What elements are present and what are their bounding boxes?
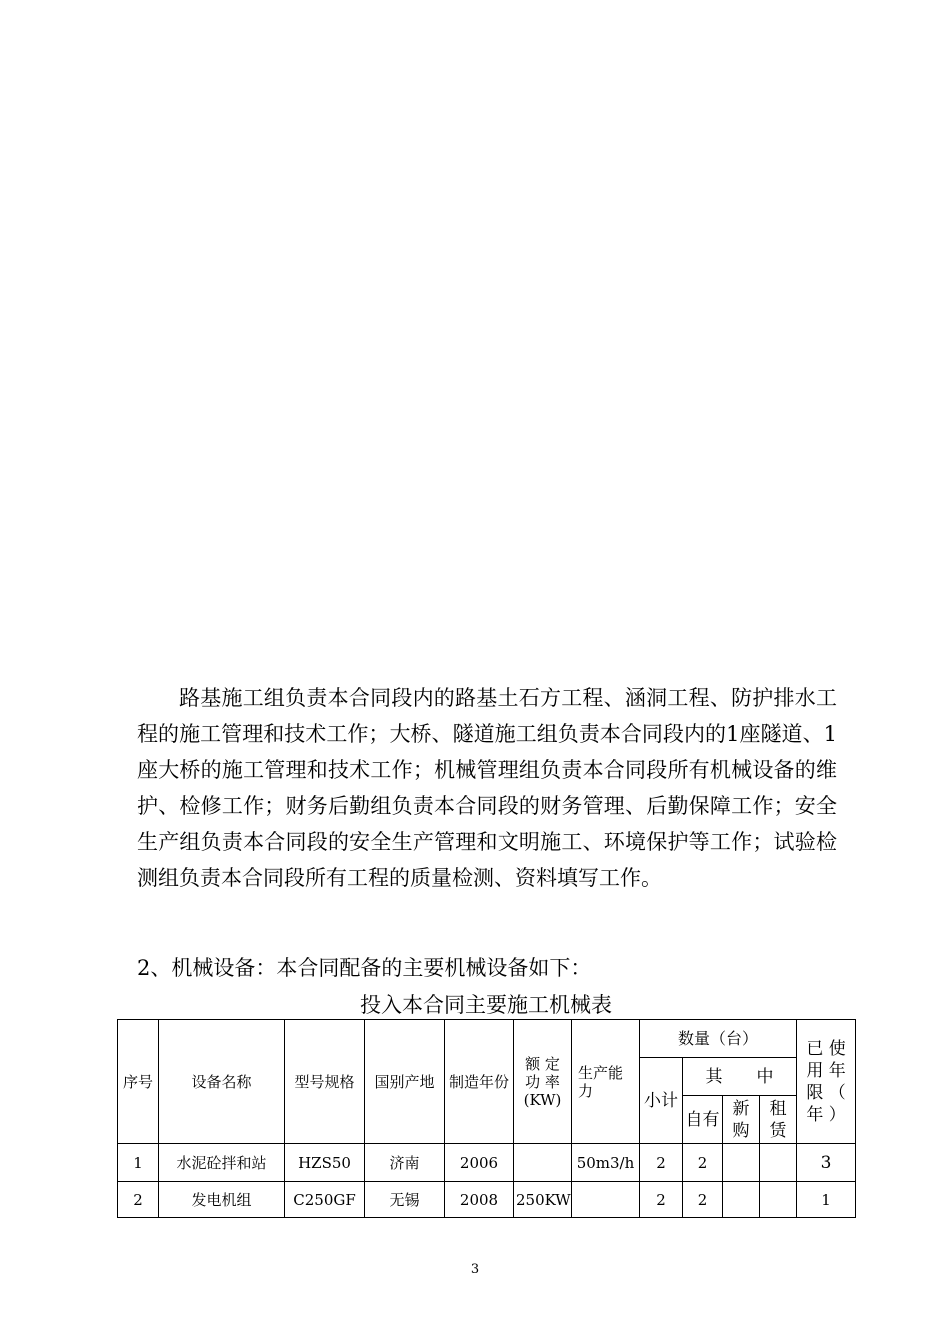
cell-origin: 济南 (365, 1144, 445, 1182)
header-index: 序号 (118, 1020, 159, 1144)
cell-rent (760, 1182, 797, 1218)
cell-power (514, 1144, 572, 1182)
cell-own: 2 (683, 1182, 723, 1218)
cell-capacity: 50m3/h (572, 1144, 640, 1182)
page-number: 3 (470, 1262, 480, 1277)
header-model: 型号规格 (285, 1020, 365, 1144)
table-row (118, 1144, 856, 1182)
cell-name: 发电机组 (159, 1182, 285, 1218)
cell-year: 2006 (445, 1144, 514, 1182)
cell-subtotal: 2 (640, 1144, 683, 1182)
cell-origin: 无锡 (365, 1182, 445, 1218)
header-new: 新购 (723, 1096, 760, 1144)
section-heading: 2、机械设备：本合同配备的主要机械设备如下： (137, 956, 592, 980)
header-origin: 国别产地 (365, 1020, 445, 1144)
cell-index: 1 (118, 1144, 159, 1182)
cell-year: 2008 (445, 1182, 514, 1218)
header-capacity: 生产能力 (572, 1020, 640, 1144)
cell-years-used: 1 (797, 1182, 856, 1218)
header-quantity: 数量（台） (640, 1020, 797, 1058)
body-paragraph: 路基施工组负责本合同段内的路基土石方工程、涵洞工程、防护排水工程的施工管理和技术工作；大桥、隧道施工组负责本合同段内的1座隧道、1座大桥的施工管理和技术工作；机械管理组负责本合同段所有机械设备的维护、检修工作；财务后勤组负责本合同段的财务管理、后勤保障工作；安全生产组负责本合同段的安全生产管理和文明施工、环境保护等工作；试验检测组负责本合同段所有工程的质量检测、资料填写工作。 (137, 686, 837, 890)
cell-subtotal: 2 (640, 1182, 683, 1218)
header-name: 设备名称 (159, 1020, 285, 1144)
cell-rent (760, 1144, 797, 1182)
cell-name: 水泥砼拌和站 (159, 1144, 285, 1182)
table-title: 投入本合同主要施工机械表 (360, 993, 612, 1017)
table-row (118, 1182, 856, 1218)
cell-power: 250KW (514, 1182, 572, 1218)
header-year: 制造年份 (445, 1020, 514, 1144)
header-rent: 租赁 (760, 1096, 797, 1144)
equipment-table (117, 1019, 856, 1218)
cell-new (723, 1144, 760, 1182)
header-own: 自有 (683, 1096, 723, 1144)
cell-own: 2 (683, 1144, 723, 1182)
header-years-used: 已 使 用 年 限 （ 年 ） (797, 1020, 856, 1144)
header-among: 其 中 (683, 1058, 797, 1096)
cell-index: 2 (118, 1182, 159, 1218)
cell-new (723, 1182, 760, 1218)
cell-model: C250GF (285, 1182, 365, 1218)
cell-years-used: 3 (797, 1144, 856, 1182)
cell-capacity (572, 1182, 640, 1218)
header-subtotal: 小计 (640, 1058, 683, 1144)
header-power: 额 定 功 率 (KW) (514, 1020, 572, 1144)
cell-model: HZS50 (285, 1144, 365, 1182)
